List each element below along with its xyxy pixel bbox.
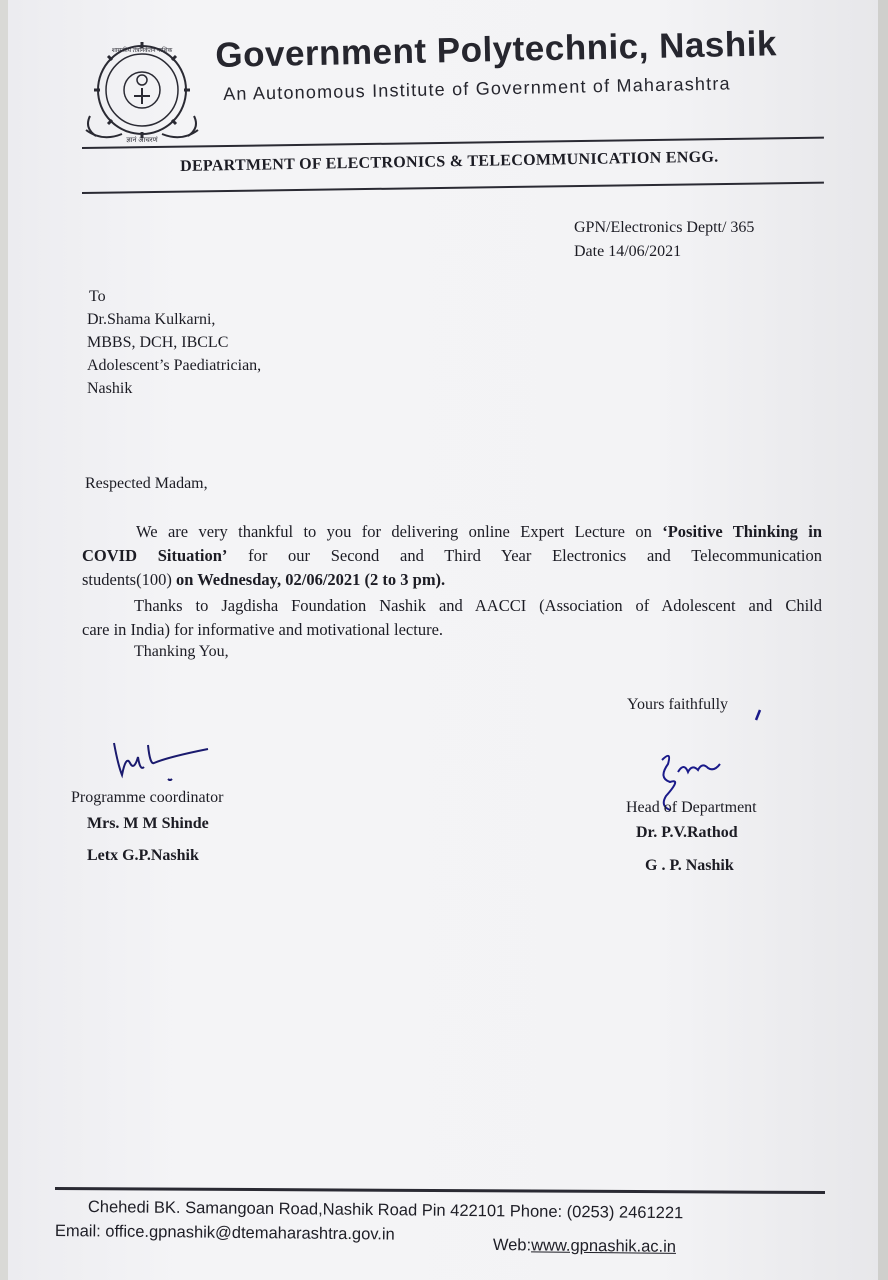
paragraph-2-line-2: care in India) for informative and motivational lecture. [82, 620, 444, 639]
reference-number: GPN/Electronics Deptt/ 365 [574, 219, 755, 236]
paragraph-1-line-3: students(100) on Wednesday, 02/06/2021 (2 to 3 pm). [82, 570, 446, 589]
paragraph-2-line-1: Thanks to Jagdisha Foundation Nashik and AACCI (Association of Adolescent and Child [134, 596, 822, 615]
recipient-qualifications: MBBS, DCH, IBCLC [87, 334, 229, 351]
institute-logo [82, 38, 204, 146]
hod-org: G . P. Nashik [645, 857, 734, 874]
coordinator-name: Mrs. M M Shinde [87, 815, 209, 832]
recipient-designation: Adolescent’s Paediatrician, [87, 357, 262, 374]
paragraph-1-line-2: COVID Situation’ for our Second and Third Year Electronics and Telecommunication [82, 546, 823, 565]
recipient-city: Nashik [87, 380, 133, 397]
footer-address: Chehedi BK. Samangoan Road,Nashik Road Pin 422101 Phone: (0253) 2461221 [87, 1198, 684, 1223]
coordinator-org: Letx G.P.Nashik [87, 847, 199, 864]
paragraph-1-line-1: We are very thankful to you for delivering online Expert Lecture on ‘Positive Thinking in [136, 522, 823, 541]
coordinator-title: Programme coordinator [71, 789, 224, 806]
letter-date: Date 14/06/2021 [574, 243, 682, 260]
paper-edge [878, 0, 888, 1280]
institute-name: Government Polytechnic, Nashik [215, 24, 778, 75]
recipient-name: Dr.Shama Kulkarni, [87, 311, 216, 328]
logo-motto: ज्ञानं आचरणं [126, 136, 158, 144]
footer-email: Email: office.gpnashik@dtemaharashtra.gov.in [54, 1222, 395, 1244]
yours-faithfully: Yours faithfully [627, 696, 729, 713]
coordinator-signature [108, 735, 218, 795]
department-name: DEPARTMENT OF ELECTRONICS & TELECOMMUNICATION ENGG. [180, 148, 719, 175]
logo-arc-text: शासकीय तंत्रनिकेतन नाशिक [111, 48, 173, 54]
website-link[interactable]: www.gpnashik.ac.in [531, 1236, 677, 1256]
institute-subtitle: An Autonomous Institute of Government of Maharashtra [223, 73, 731, 104]
paragraph-1 [82, 520, 822, 592]
comma-mark [752, 708, 764, 722]
footer-web [493, 1236, 676, 1257]
hod-title: Head of Department [626, 799, 757, 816]
hod-name: Dr. P.V.Rathod [636, 824, 738, 841]
closing: Thanking You, [134, 643, 229, 660]
recipient-to: To [89, 288, 106, 305]
footer-web-label: Web: [492, 1236, 532, 1255]
paragraph-2 [82, 594, 822, 642]
salutation: Respected Madam, [85, 475, 208, 492]
